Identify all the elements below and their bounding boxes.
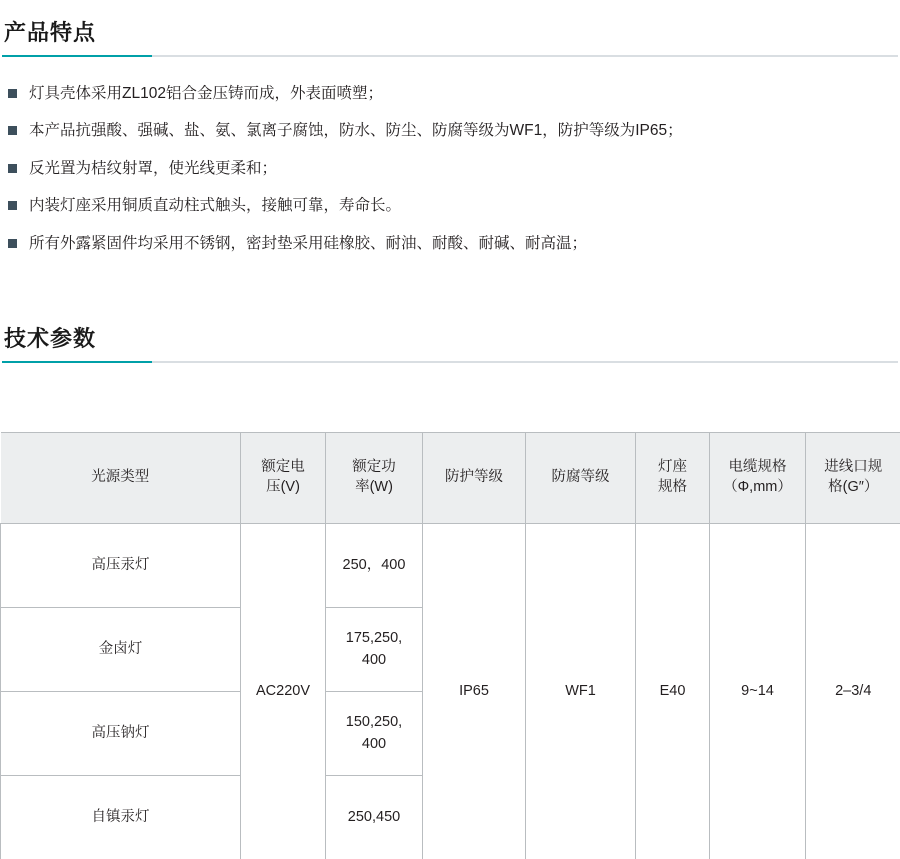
feature-text: 内装灯座采用铜质直动柱式触头，接触可靠，寿命长。 bbox=[29, 195, 898, 217]
column-header-text-line2: 格(G″） bbox=[828, 479, 878, 495]
column-header-text-line1: 额定功 bbox=[352, 459, 396, 475]
parameters-heading-rule bbox=[2, 361, 898, 363]
column-header-text: 光源类型 bbox=[91, 469, 149, 485]
column-header-lamp-base bbox=[636, 433, 710, 524]
cell-ip-rating: IP65 bbox=[423, 524, 526, 859]
column-header-text-line2: 率(W) bbox=[355, 479, 393, 495]
column-header-text-line1: 进线口规 bbox=[824, 459, 882, 475]
list-item bbox=[2, 120, 898, 142]
column-header-text: 防腐等级 bbox=[552, 469, 610, 485]
table-header bbox=[1, 433, 900, 524]
column-header-text-line2: （Φ,mm） bbox=[723, 479, 792, 495]
bullet-square-icon bbox=[8, 239, 17, 248]
cell-source-type: 高压钠灯 bbox=[1, 692, 241, 776]
cell-source-type: 金卤灯 bbox=[1, 608, 241, 692]
column-header-corrosion-rating bbox=[526, 433, 636, 524]
cell-inlet-spec: 2–3/4 bbox=[806, 524, 900, 859]
bullet-square-icon bbox=[8, 126, 17, 135]
column-header-text-line2: 压(V) bbox=[266, 479, 300, 495]
cell-power: 250,450 bbox=[326, 776, 423, 859]
bullet-square-icon bbox=[8, 201, 17, 210]
list-item bbox=[2, 83, 898, 105]
feature-text: 反光置为桔纹射罩，使光线更柔和； bbox=[29, 158, 898, 180]
cell-corrosion-rating: WF1 bbox=[526, 524, 636, 859]
cell-cable-spec: 9~14 bbox=[710, 524, 806, 859]
features-heading: 产品特点 bbox=[2, 16, 898, 55]
feature-text: 本产品抗强酸、强碱、盐、氨、氯离子腐蚀，防水、防尘、防腐等级为WF1，防护等级为IP65； bbox=[29, 120, 898, 142]
cell-voltage: AC220V bbox=[241, 524, 326, 859]
column-header-text-line1: 电缆规格 bbox=[729, 459, 787, 475]
feature-text: 灯具壳体采用ZL102铝合金压铸而成，外表面喷塑； bbox=[29, 83, 898, 105]
cell-power bbox=[326, 608, 423, 692]
cell-power-line1: 175,250, bbox=[346, 630, 402, 646]
technical-parameters-section bbox=[2, 322, 898, 363]
column-header-inlet-spec bbox=[806, 433, 900, 524]
features-list bbox=[2, 57, 898, 255]
product-features-section bbox=[2, 16, 898, 270]
cell-power-line2: 400 bbox=[362, 652, 386, 668]
column-header-text-line1: 灯座 bbox=[658, 459, 687, 475]
cell-lamp-base: E40 bbox=[636, 524, 710, 859]
column-header-power bbox=[326, 433, 423, 524]
cell-source-type: 自镇汞灯 bbox=[1, 776, 241, 859]
feature-text: 所有外露紧固件均采用不锈钢，密封垫采用硅橡胶、耐油、耐酸、耐碱、耐高温； bbox=[29, 233, 898, 255]
bullet-square-icon bbox=[8, 89, 17, 98]
cell-power: 250，400 bbox=[326, 524, 423, 608]
column-header-text-line1: 额定电 bbox=[261, 459, 305, 475]
list-item bbox=[2, 233, 898, 255]
cell-power bbox=[326, 692, 423, 776]
column-header-cable-spec bbox=[710, 433, 806, 524]
spec-table bbox=[0, 432, 900, 859]
column-header-voltage bbox=[241, 433, 326, 524]
table-body bbox=[1, 524, 900, 859]
column-header-ip-rating bbox=[423, 433, 526, 524]
parameters-heading: 技术参数 bbox=[2, 322, 898, 361]
bullet-square-icon bbox=[8, 164, 17, 173]
list-item bbox=[2, 195, 898, 217]
cell-power-line1: 150,250, bbox=[346, 714, 402, 730]
column-header-text: 防护等级 bbox=[445, 469, 503, 485]
list-item bbox=[2, 158, 898, 180]
features-heading-rule bbox=[2, 55, 898, 57]
table-header-row bbox=[1, 433, 900, 524]
column-header-text-line2: 规格 bbox=[658, 479, 687, 495]
column-header-source-type bbox=[1, 433, 241, 524]
spec-table-container bbox=[0, 432, 900, 859]
cell-source-type: 高压汞灯 bbox=[1, 524, 241, 608]
cell-power-line2: 400 bbox=[362, 736, 386, 752]
table-row bbox=[1, 524, 900, 608]
